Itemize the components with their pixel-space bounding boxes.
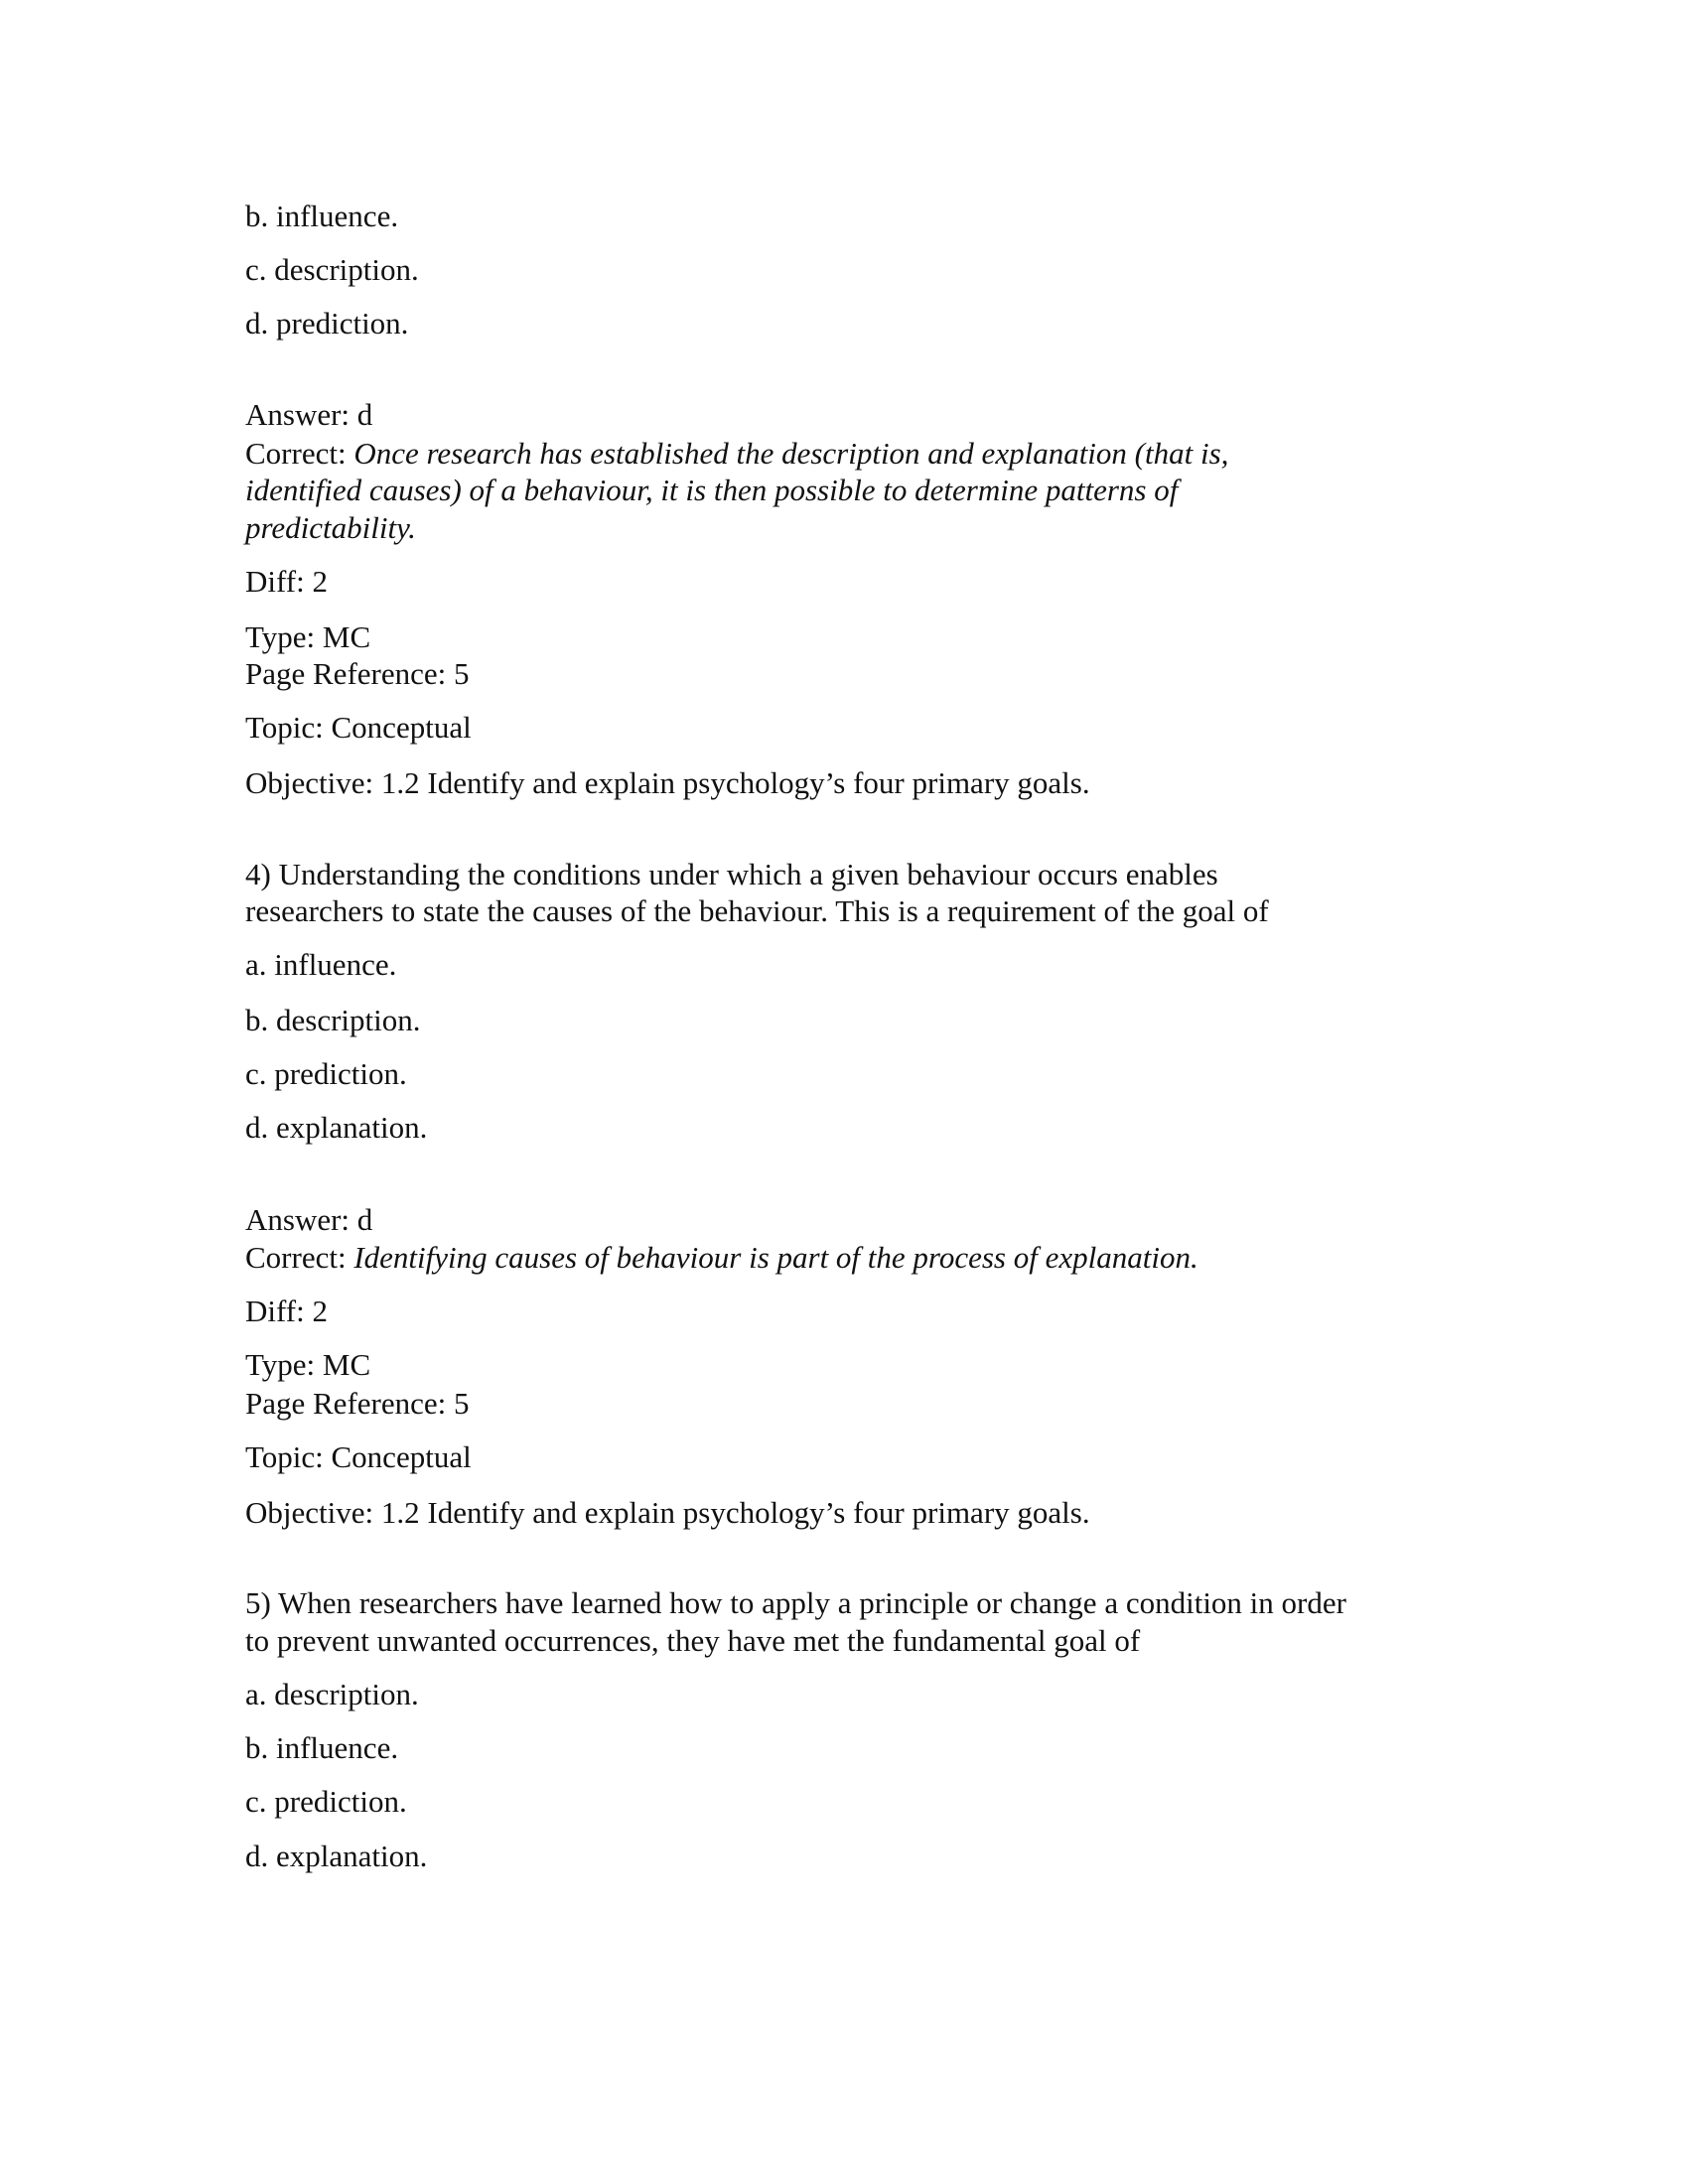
page-reference: Page Reference: 5 [245,656,470,691]
objective: Objective: 1.2 Identify and explain psychology’s four primary goals. [245,1495,1090,1530]
correct-explanation [245,436,1228,472]
option-a: a. influence. [245,947,397,982]
question-stem: to prevent unwanted occurrences, they have met the fundamental goal of [245,1623,1141,1658]
topic: Topic: Conceptual [245,1439,472,1474]
correct-text-line [245,473,1178,508]
question-stem: 4) Understanding the conditions under which a given behaviour occurs enables [245,857,1218,891]
option-b: b. description. [245,1003,421,1037]
correct-text: identified causes) of a behaviour, it is then possible to determine patterns of [245,473,1179,507]
answer: Answer: d [245,1202,373,1237]
question-type: Type: MC [245,619,371,654]
option-a: a. description. [245,1677,419,1711]
question-stem: 5) When researchers have learned how to apply a principle or change a condition in order [245,1585,1346,1620]
question-type: Type: MC [245,1347,371,1382]
option-c: c. description. [245,252,419,287]
difficulty: Diff: 2 [245,564,328,599]
option-c: c. prediction. [245,1784,407,1819]
objective: Objective: 1.2 Identify and explain psychology’s four primary goals. [245,765,1090,800]
correct-text: predictability. [245,510,416,545]
page-reference: Page Reference: 5 [245,1386,470,1421]
correct-explanation [245,1240,1198,1276]
topic: Topic: Conceptual [245,710,472,745]
correct-text: Once research has established the description and explanation (that is, [353,436,1229,471]
correct-label: Correct: [245,1240,354,1275]
correct-text-line [245,510,416,546]
option-d: d. explanation. [245,1839,428,1873]
option-c: c. prediction. [245,1056,407,1091]
question-stem: researchers to state the causes of the behaviour. This is a requirement of the goal of [245,893,1269,928]
correct-label: Correct: [245,436,354,471]
difficulty: Diff: 2 [245,1294,328,1328]
option-b: b. influence. [245,199,399,233]
correct-text: Identifying causes of behaviour is part of the process of explanation. [353,1240,1198,1275]
option-d: d. prediction. [245,306,409,341]
answer: Answer: d [245,397,373,432]
option-b: b. influence. [245,1730,399,1765]
option-d: d. explanation. [245,1110,428,1145]
